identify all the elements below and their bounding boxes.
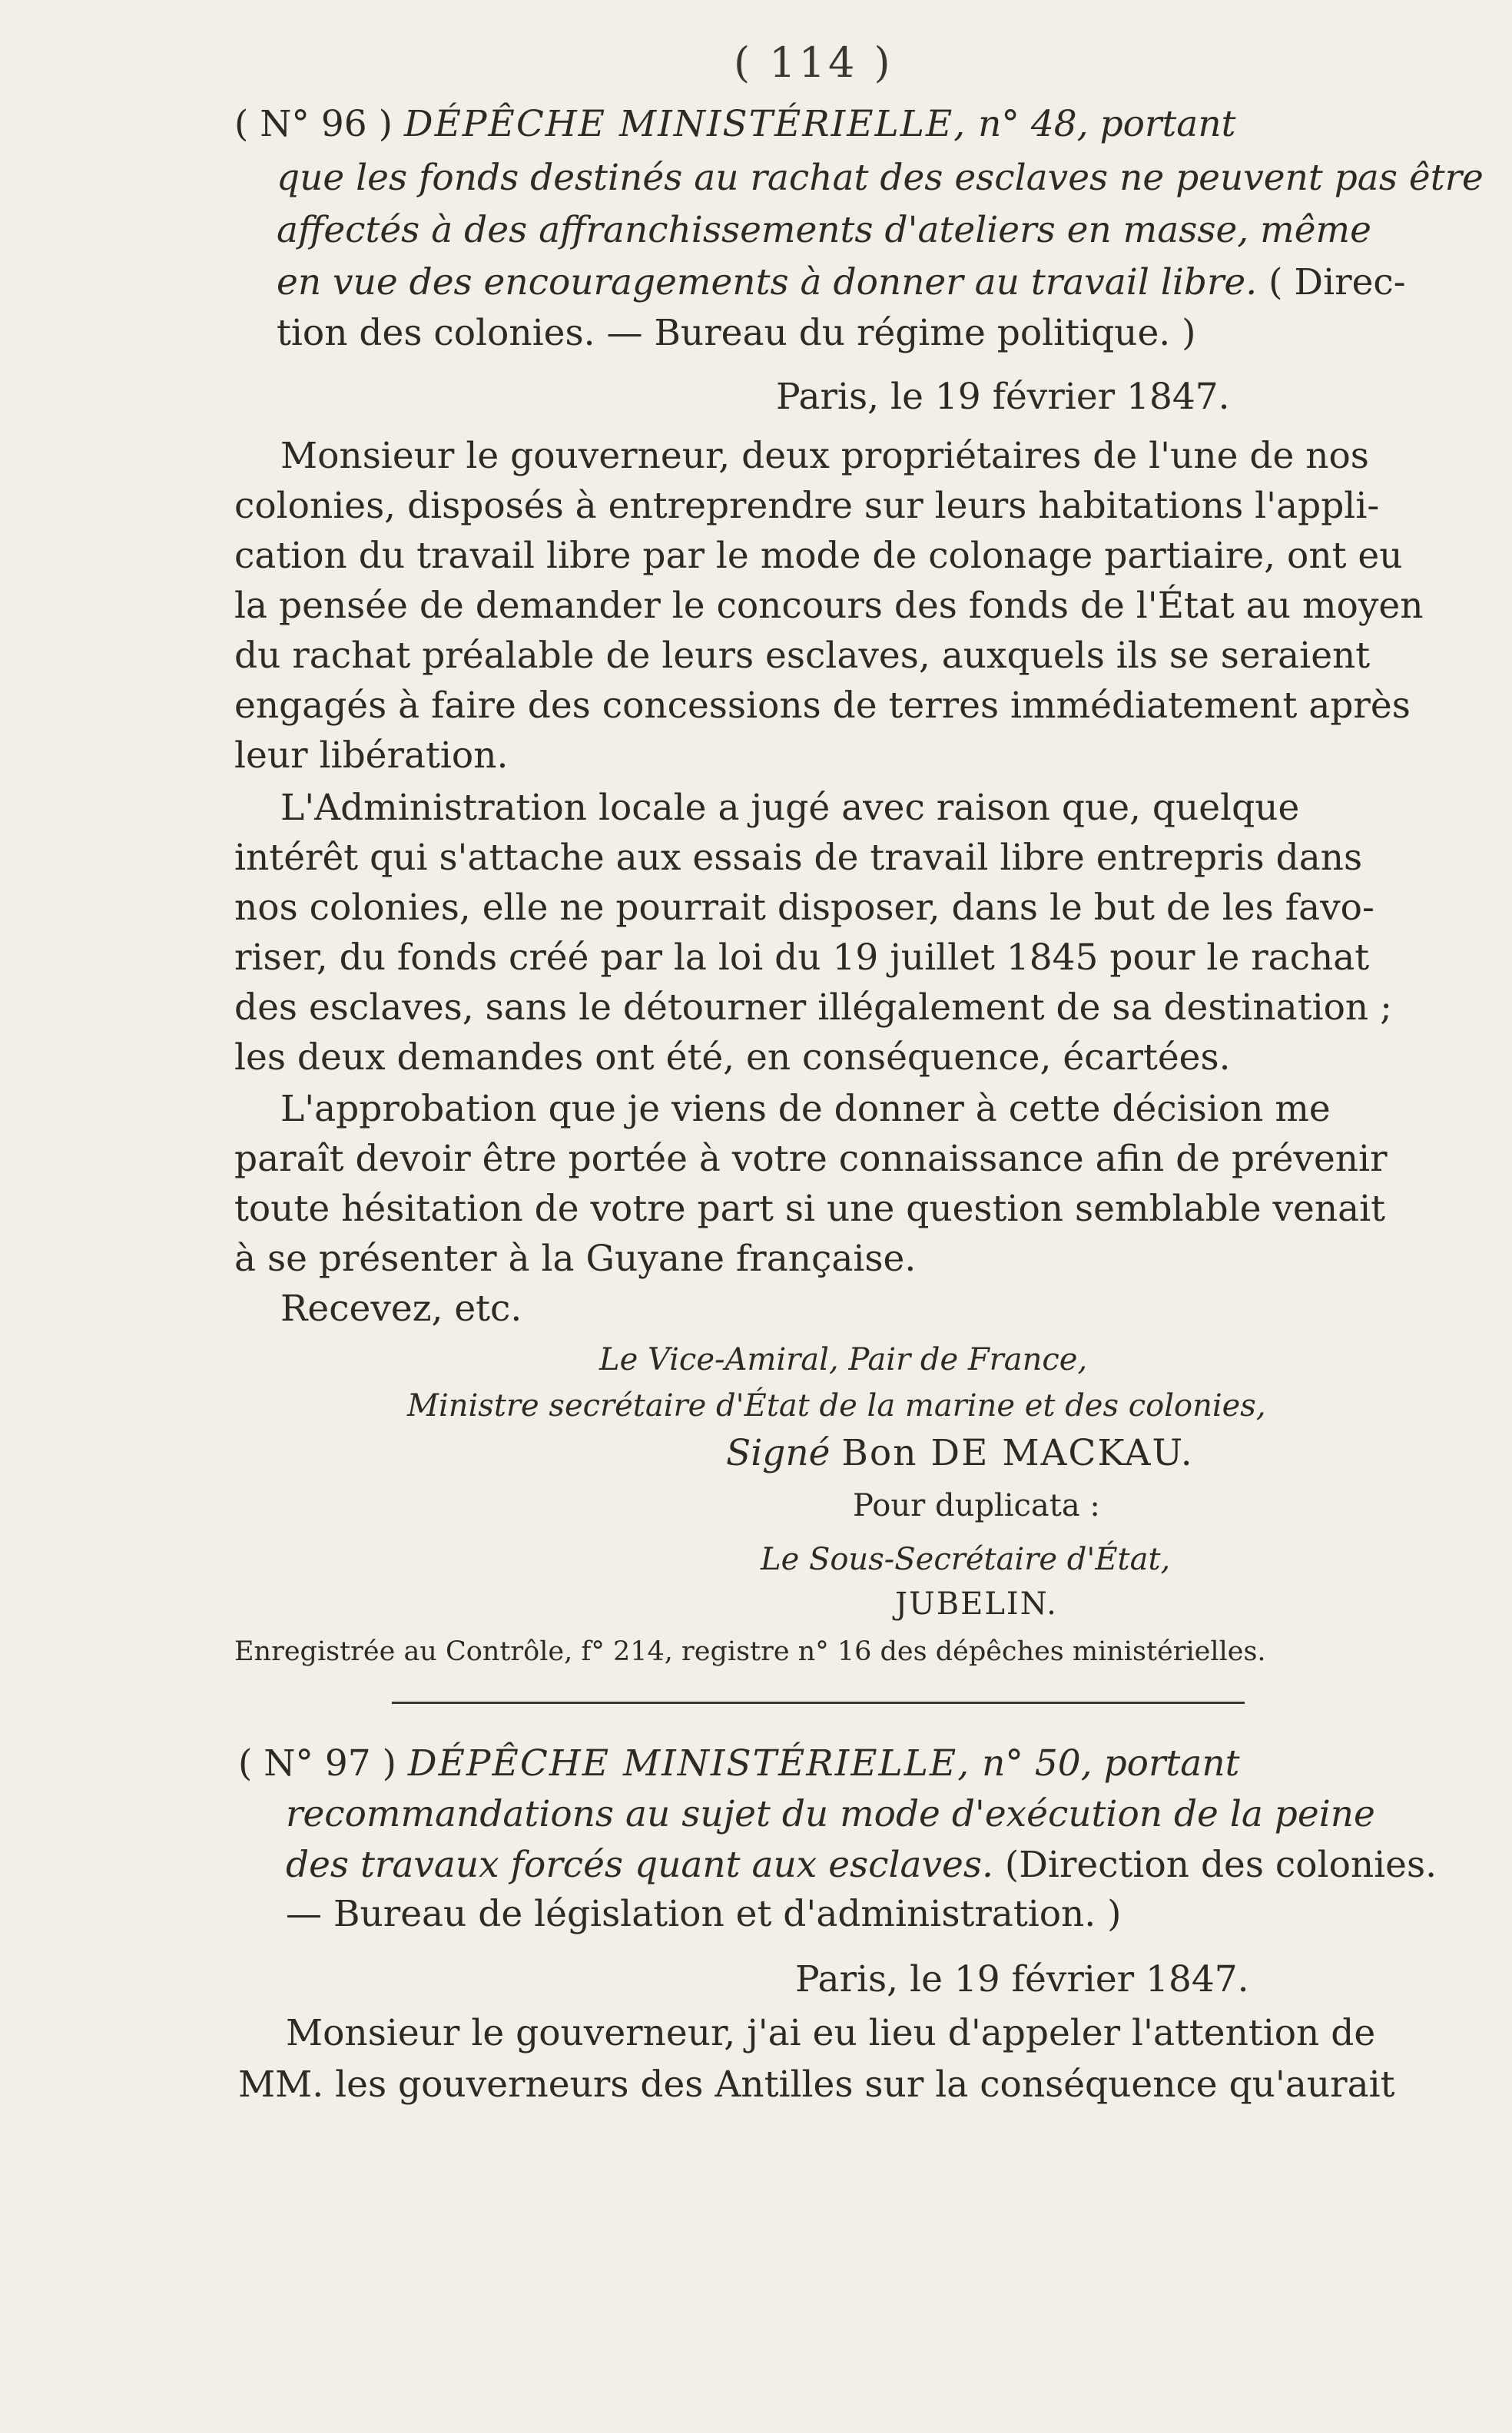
undersecretary-title: Le Sous-Secrétaire d'État, bbox=[761, 1542, 1171, 1577]
dispatch-97-date: Paris, le 19 février 1847. bbox=[795, 1958, 1249, 2000]
duplicata-label: Pour duplicata : bbox=[853, 1488, 1100, 1523]
body-line: engagés à faire des concessions de terres immédiatement après bbox=[234, 684, 1411, 727]
dispatch-96-ref: n° 48, bbox=[978, 103, 1089, 145]
dispatch-96-subject-line-4 bbox=[277, 261, 1406, 303]
dispatch-97-heading bbox=[238, 1742, 1240, 1785]
dispatch-96-direction-2: tion des colonies. — Bureau du régime politique. ) bbox=[277, 312, 1196, 354]
dispatch-97-direction-2: — Bureau de législation et d'administration. ) bbox=[286, 1893, 1122, 1935]
body-line: intérêt qui s'attache aux essais de travail libre entrepris dans bbox=[234, 837, 1363, 879]
dispatch-96-title: DÉPÊCHE MINISTÉRIELLE, bbox=[403, 103, 967, 145]
dispatch-96-subject-1: portant bbox=[1099, 103, 1236, 145]
dispatch-97-subject-2: recommandations au sujet du mode d'exécution de la peine bbox=[286, 1793, 1375, 1835]
body-line: du rachat préalable de leurs esclaves, auxquels ils se seraient bbox=[234, 635, 1371, 677]
body-line: cation du travail libre par le mode de colonage partiaire, ont eu bbox=[234, 535, 1403, 577]
signature-signe: Signé bbox=[726, 1432, 831, 1474]
body-line: Monsieur le gouverneur, j'ai eu lieu d'appeler l'attention de bbox=[286, 2012, 1376, 2054]
registration-note: Enregistrée au Contrôle, f° 214, registre n° 16 des dépêches ministérielles. bbox=[234, 1636, 1266, 1667]
dispatch-96-subject-2: que les fonds destinés au rachat des esclaves ne peuvent pas être bbox=[277, 157, 1484, 199]
body-line: nos colonies, elle ne pourrait disposer, dans le but de les favo- bbox=[234, 887, 1374, 929]
closing-line: Recevez, etc. bbox=[280, 1288, 522, 1330]
dispatch-96-heading bbox=[234, 103, 1236, 145]
body-line: L'Administration locale a jugé avec raison que, quelque bbox=[280, 787, 1300, 829]
dispatch-97-number: ( N° 97 ) bbox=[238, 1742, 396, 1785]
dispatch-97-ref: n° 50, bbox=[982, 1742, 1093, 1785]
dispatch-97-direction-1: (Direction des colonies. bbox=[1004, 1844, 1437, 1886]
dispatch-96-direction-1: ( Direc- bbox=[1268, 261, 1406, 303]
signature-line bbox=[726, 1432, 1194, 1474]
body-line: les deux demandes ont été, en conséquence, écartées. bbox=[234, 1036, 1231, 1079]
body-line: MM. les gouverneurs des Antilles sur la conséquence qu'aurait bbox=[238, 2063, 1395, 2106]
signature-office: Ministre secrétaire d'État de la marine et des colonies, bbox=[407, 1388, 1266, 1424]
page-number: ( 114 ) bbox=[734, 38, 894, 87]
dispatch-97-title: DÉPÊCHE MINISTÉRIELLE, bbox=[407, 1742, 971, 1785]
body-line: L'approbation que je viens de donner à cette décision me bbox=[280, 1088, 1331, 1130]
undersecretary-name: JUBELIN. bbox=[895, 1586, 1058, 1622]
body-line: Monsieur le gouverneur, deux propriétaires de l'une de nos bbox=[280, 435, 1369, 477]
body-line: riser, du fonds créé par la loi du 19 juillet 1845 pour le rachat bbox=[234, 936, 1370, 979]
dispatch-97-subject-3: des travaux forcés quant aux esclaves. bbox=[286, 1844, 993, 1886]
body-line: des esclaves, sans le détourner illégalement de sa destination ; bbox=[234, 986, 1392, 1029]
body-line: toute hésitation de votre part si une question semblable venait bbox=[234, 1188, 1386, 1230]
section-divider bbox=[392, 1702, 1245, 1704]
dispatch-96-subject-4: en vue des encouragements à donner au travail libre. bbox=[277, 261, 1258, 303]
dispatch-97-subject-line-3 bbox=[286, 1844, 1437, 1886]
body-line: paraît devoir être portée à votre connaissance afin de prévenir bbox=[234, 1138, 1388, 1180]
signature-name: Bon DE MACKAU. bbox=[841, 1432, 1194, 1474]
dispatch-96-date: Paris, le 19 février 1847. bbox=[776, 376, 1230, 418]
signature-rank: Le Vice-Amiral, Pair de France, bbox=[599, 1342, 1088, 1377]
dispatch-96-subject-3: affectés à des affranchissements d'ateliers en masse, même bbox=[277, 209, 1371, 251]
body-line: la pensée de demander le concours des fonds de l'État au moyen bbox=[234, 585, 1424, 627]
body-line: leur libération. bbox=[234, 734, 509, 777]
dispatch-97-subject-1: portant bbox=[1103, 1742, 1240, 1785]
body-line: colonies, disposés à entreprendre sur leurs habitations l'appli- bbox=[234, 485, 1380, 527]
body-line: à se présenter à la Guyane française. bbox=[234, 1238, 917, 1280]
dispatch-96-number: ( N° 96 ) bbox=[234, 103, 393, 145]
